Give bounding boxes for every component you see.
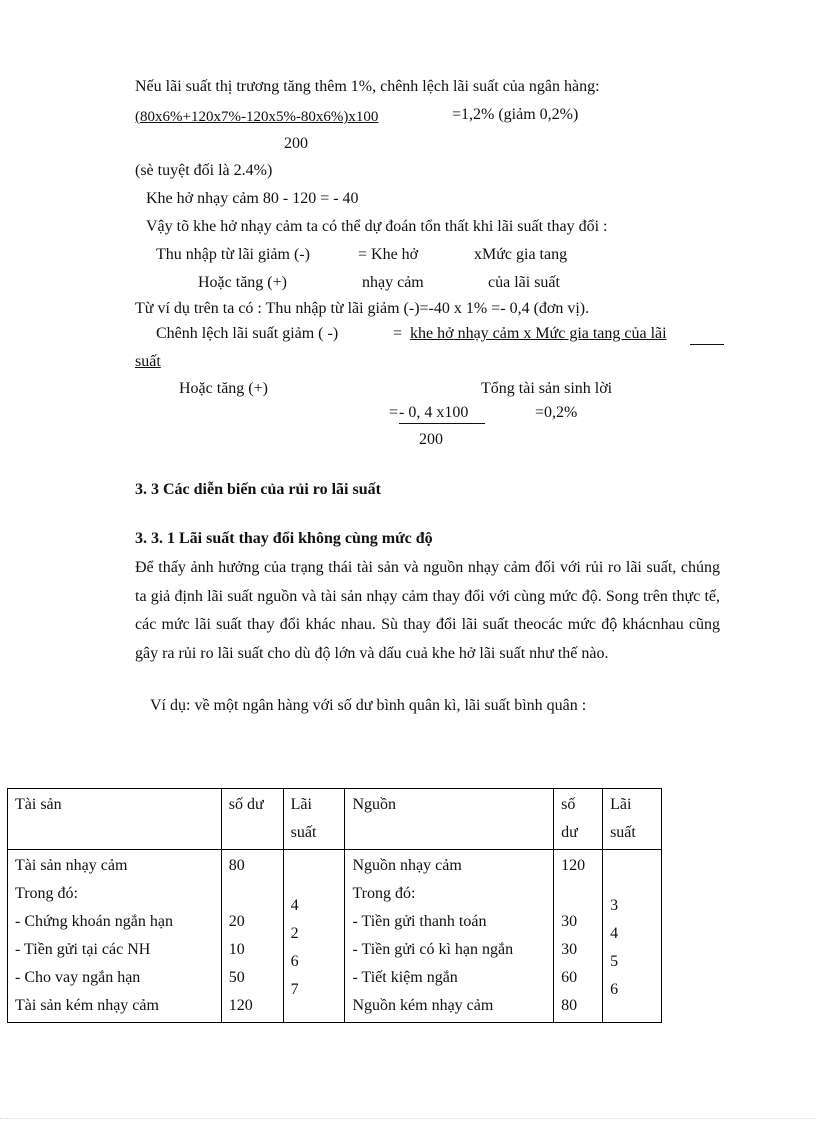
label-or-increase-2: Hoặc tăng (+)	[179, 380, 268, 397]
text-line-prediction: Vậy tõ khe hở nhạy cảm ta có thể dự đoán tổn thất khi lãi suất thay đổi :	[146, 218, 608, 235]
table-header-row	[8, 789, 662, 850]
source-item: Nguồn kém nhạy cảm	[352, 997, 494, 1014]
source-balance: 30	[561, 941, 578, 958]
asset-rate: 2	[290, 925, 299, 942]
label-equals-2: =	[389, 404, 399, 421]
source-balance-cell	[554, 850, 603, 1023]
body-paragraph: Để thấy ảnh hưởng của trạng thái tài sản và nguồn nhạy cảm đối với rủi ro lãi suất, chúng ta giả định lãi suất nguồn và tài sản nhạy cảm thay đổi với cùng mức độ. Song trên thực tế, các mức lãi suất thay đổi khác nhau. Sù thay đổi lãi suất theocác mức độ khácnhau cũng gây ra rủi ro lãi suất cho dù độ lớn và dấu cuả khe hở lãi suất như thế nào.	[135, 559, 720, 662]
formula-numerator	[135, 107, 378, 127]
source-item: - Tiết kiệm ngắn	[352, 969, 458, 986]
source-balance: 120	[561, 857, 586, 874]
text-line-gap: Khe hở nhạy cảm 80 - 120 = - 40	[146, 190, 359, 207]
source-balance	[561, 880, 595, 908]
asset-item: - Chứng khoán ngắn hạn	[15, 913, 173, 930]
label-gap-times-change: khe hở nhạy cảm x Mức gia tang của lãi	[410, 325, 667, 342]
source-item: - Tiền gửi có kì hạn ngắn	[352, 941, 514, 958]
asset-rate: 7	[290, 981, 299, 998]
source-rate: 3	[610, 897, 619, 914]
underline-continuation	[690, 324, 724, 345]
label-total-assets: Tổng tài sản sinh lời	[481, 380, 613, 397]
label-income-decrease: Thu nhập từ lãi giảm (-)	[156, 246, 310, 263]
label-rate-word: suất	[135, 353, 161, 370]
asset-item: Tài sản nhạy cảm	[15, 857, 128, 874]
label-spread-decrease: Chênh lệch lãi suất giảm ( -)	[156, 325, 339, 342]
asset-item: - Cho vay ngắn hạn	[15, 969, 141, 986]
asset-item: Tài sản kém nhạy cảm	[15, 997, 159, 1014]
formula-result: =1,2% (giảm 0,2%)	[452, 106, 579, 123]
header-source-balance: số dư	[554, 789, 603, 850]
label-equals: =	[393, 325, 403, 342]
subsection-heading: 3. 3. 1 Lãi suất thay đổi không cùng mức độ	[135, 530, 433, 547]
formula-denominator: 200	[284, 135, 308, 152]
formula-numerator-text: (80x6%+120x7%-120x5%-80x6%)x100	[135, 109, 379, 125]
text-line-example: Ví dụ: về một ngân hàng với số dư bình quân kì, lãi suất bình quân :	[150, 697, 587, 714]
asset-rate: 4	[290, 897, 299, 914]
label-or-increase: Hoặc tăng (+)	[198, 274, 287, 291]
label-change-level: xMức gia tang	[474, 246, 568, 263]
asset-balance: 50	[228, 969, 245, 986]
header-asset-rate: Lãi suất	[283, 789, 345, 850]
source-balance: 30	[561, 913, 578, 930]
section-heading: 3. 3 Các diễn biến của rủi ro lãi suất	[135, 481, 381, 498]
label-of-rate: của lãi suất	[488, 274, 560, 291]
label-gap: = Khe hở	[358, 246, 419, 263]
asset-rate-cell	[283, 850, 345, 1023]
asset-item: - Tiền gửi tại các NH	[15, 941, 151, 958]
source-item: - Tiền gửi thanh toán	[352, 913, 487, 930]
asset-list-cell	[8, 850, 222, 1023]
label-sensitive: nhạy cảm	[362, 274, 424, 291]
text-line-absolute: (sè tuyệt đối là 2.4%)	[135, 162, 273, 179]
fraction-result: =0,2%	[535, 404, 578, 421]
header-source: Nguồn	[345, 789, 554, 850]
asset-balance-cell	[221, 850, 283, 1023]
source-balance: 80	[561, 997, 578, 1014]
table-row	[8, 850, 662, 1023]
asset-balance: 120	[228, 997, 253, 1014]
header-asset: Tài sản	[8, 789, 222, 850]
source-rate: 5	[610, 953, 619, 970]
balance-table	[7, 788, 662, 1023]
fraction-numerator-text: - 0, 4 x100	[399, 404, 469, 421]
asset-item: Trong đó:	[15, 885, 78, 902]
fraction-denominator: 200	[419, 431, 443, 448]
header-asset-balance: số dư	[221, 789, 283, 850]
source-rate-cell	[603, 850, 662, 1023]
fraction-numerator	[399, 403, 485, 424]
asset-balance	[229, 880, 276, 908]
page-bottom-rule	[0, 1118, 816, 1119]
header-source-rate: Lãi suất	[603, 789, 662, 850]
asset-balance: 80	[228, 857, 245, 874]
text-line-example-result: Từ ví dụ trên ta có : Thu nhập từ lãi giảm (-)=-40 x 1% =- 0,4 (đơn vị).	[135, 300, 590, 317]
asset-balance: 10	[228, 941, 245, 958]
source-rate: 4	[610, 925, 619, 942]
asset-balance: 20	[228, 913, 245, 930]
source-item: Trong đó:	[352, 885, 416, 902]
source-item: Nguồn nhạy cảm	[352, 857, 462, 874]
source-balance: 60	[561, 969, 578, 986]
text-line-rate-increase: Nếu lãi suất thị trương tăng thêm 1%, chênh lệch lãi suất của ngân hàng:	[135, 78, 600, 95]
asset-rate: 6	[290, 953, 299, 970]
source-list-cell	[345, 850, 554, 1023]
source-rate: 6	[610, 981, 619, 998]
